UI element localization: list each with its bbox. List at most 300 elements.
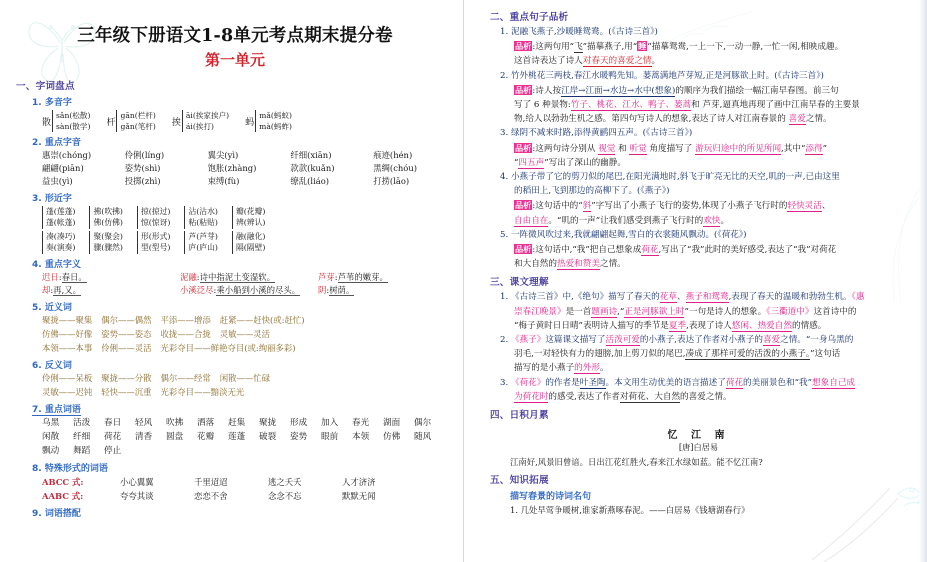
analysis-highlight: 喜爱 bbox=[788, 114, 806, 125]
synonym-pair: 平添——增添 bbox=[160, 315, 211, 326]
special-form-tag: AABC 式: bbox=[42, 491, 84, 502]
item-sentence: 泥融飞燕子,沙暖睡鸳鸯。(《古诗三首》) bbox=[510, 27, 658, 37]
keyword: 轻风 bbox=[135, 418, 153, 429]
item-sentence: 一阵微风吹过来,我就翩翩起舞,雪白的衣裳随风飘动。(《荷花》) bbox=[510, 229, 747, 240]
keyword: 纤细 bbox=[73, 432, 91, 443]
analysis-badge: 品析 bbox=[515, 41, 532, 52]
similar-char-a: 拂(吹拂) bbox=[93, 207, 123, 216]
synonym-pair: 灵敏——灵活 bbox=[219, 329, 270, 340]
analysis-text: 之情。 bbox=[599, 259, 626, 270]
comprehension-text: 是一首 bbox=[565, 306, 592, 317]
synonym-pair: 光彩夺目——鲜艳夺目(或:绚丽多彩) bbox=[160, 342, 296, 353]
polyphone-char: 杆 bbox=[106, 117, 116, 128]
quoted-char-highlight: 睡 bbox=[638, 41, 647, 52]
item-number: 2. bbox=[500, 335, 509, 346]
special-form-item: 夸夸其谈 bbox=[120, 491, 154, 502]
keyword: 停止 bbox=[104, 446, 122, 457]
special-form-item: 念念不忘 bbox=[268, 491, 302, 502]
subsection-polyphone: 1. 多音字 bbox=[32, 98, 72, 108]
subsection-special-forms: 8. 特殊形式的词语 bbox=[32, 464, 108, 475]
analysis-keyword: 欢快 bbox=[703, 215, 721, 226]
reading-a: sǎn(松散) bbox=[56, 111, 91, 120]
keyword: 洒落 bbox=[197, 418, 215, 429]
right-column bbox=[464, 0, 927, 562]
analysis-text: :这两句诗分别从 bbox=[532, 143, 599, 154]
meaning-entry: 芦芽:芦苇的嫩芽。 bbox=[318, 271, 388, 282]
keyword: 加入 bbox=[321, 418, 339, 429]
keyword: 春日 bbox=[104, 418, 122, 429]
polyphone-char: 挨 bbox=[171, 117, 181, 128]
analysis-keyword: 荷花 bbox=[641, 245, 659, 256]
analysis-highlight: 对春天的喜爱之情 bbox=[582, 56, 652, 67]
item-sentence: 竹外桃花三两枝,春江水暖鸭先知。蒌蒿满地芦芽短,正是河豚欲上时。(《古诗三首》) bbox=[510, 70, 824, 81]
analysis-item bbox=[500, 69, 915, 83]
similar-char-b: 蓬(帐蓬) bbox=[46, 218, 76, 228]
comprehension-text: 、 bbox=[676, 292, 686, 303]
analysis-item bbox=[500, 25, 915, 39]
similar-char-a: 融(融化) bbox=[235, 231, 266, 241]
pinyin-cell: 打捞(lāo) bbox=[373, 176, 410, 186]
meaning-entry: 却:再,又。 bbox=[42, 285, 81, 296]
polyphone-readings bbox=[52, 110, 90, 132]
subsection-key-meanings: 4. 重点字义 bbox=[32, 259, 81, 270]
synonym-pair: 仿佛——好像 bbox=[42, 329, 93, 340]
comprehension-keyword: 花草 bbox=[659, 292, 677, 303]
comprehension-text: ,“ bbox=[617, 306, 625, 317]
meaning-value: 再,又。 bbox=[53, 285, 81, 296]
antonym-row bbox=[42, 386, 456, 400]
pinyin-cell: 款款(kuǎn) bbox=[290, 163, 335, 173]
keyword: 仿佛 bbox=[383, 432, 401, 443]
analysis-keyword: 听觉 bbox=[629, 143, 647, 154]
similar-char-pair bbox=[137, 231, 170, 254]
subsection-antonyms: 6. 反义词 bbox=[32, 361, 72, 372]
analysis-text: 。 bbox=[720, 215, 730, 226]
analysis-text: ”描摹燕子,用“ bbox=[582, 42, 638, 53]
analysis-item bbox=[500, 170, 915, 184]
antonym-pair: 轻快——沉重 bbox=[101, 386, 152, 397]
analysis-text: 、 bbox=[821, 201, 831, 212]
pinyin-cell: 伶俐(líng) bbox=[124, 150, 165, 160]
quoted-char: 飞 bbox=[574, 42, 583, 53]
similar-char-b: 佛(仿佛) bbox=[93, 218, 123, 228]
analysis-text: ,其中“ bbox=[781, 143, 806, 154]
special-form-tag: ABCC 式: bbox=[42, 477, 84, 488]
polyphone-entry bbox=[106, 110, 155, 132]
analysis-keyword: 游玩归途中的所见所闻 bbox=[695, 143, 782, 154]
analysis-body bbox=[514, 112, 915, 126]
pinyin-cell: 缭乱(liáo) bbox=[290, 176, 330, 186]
analysis-text: 和 bbox=[615, 143, 630, 154]
section-heading-4: 四、日积月累 bbox=[490, 410, 549, 422]
meaning-key: 却 bbox=[42, 285, 51, 296]
pinyin-row bbox=[42, 149, 456, 162]
analysis-item-cont: 的稻田上,飞到那边的高柳下了。(《燕子》) bbox=[514, 186, 670, 197]
polyphone-char: 蚂 bbox=[245, 117, 255, 128]
comprehension-text: 的美丽景色和“我” bbox=[743, 377, 812, 388]
comprehension-text: 。 bbox=[599, 363, 609, 374]
item-sentence: 绿阴不减来时路,添得黄鹂四五声。(《古诗三首》) bbox=[510, 128, 693, 139]
similar-char-row bbox=[42, 206, 456, 229]
comprehension-author: 叶圣陶 bbox=[579, 377, 606, 388]
keyword-row bbox=[42, 416, 456, 430]
comprehension-text: 的作者是 bbox=[545, 377, 580, 388]
comprehension-title: 《燕子》 bbox=[510, 335, 546, 346]
meaning-value: 芦苇的嫩芽。 bbox=[337, 271, 388, 282]
analysis-keyword: 斜 bbox=[582, 201, 592, 212]
antonym-pair: 闲散——忙碌 bbox=[219, 373, 270, 384]
page-title: 三年级下册语文1-8单元考点期末提分卷 bbox=[77, 26, 393, 46]
pinyin-cell: 饱胀(zhàng) bbox=[207, 163, 257, 173]
meaning-key: 泥融 bbox=[180, 271, 197, 282]
reading-a: mǎ(蚂蚁) bbox=[259, 111, 293, 120]
poem-title: 忆 江 南 bbox=[667, 430, 730, 442]
keyword: 活泼 bbox=[73, 418, 91, 429]
similar-char-pair bbox=[89, 206, 122, 229]
analysis-item bbox=[500, 228, 915, 242]
keyword: 荷花 bbox=[104, 432, 122, 443]
comprehension-text: 《古诗三首》中,《绝句》描写了春天的 bbox=[510, 292, 660, 303]
comprehension-keyword: 为荷花时 bbox=[514, 391, 549, 402]
comprehension-quote: 凑成了那样可爱的活泼的小燕子。 bbox=[685, 349, 811, 360]
page-edge-shadow bbox=[919, 0, 927, 562]
antonym-pair: 偶尔——经常 bbox=[160, 373, 211, 384]
comprehension-text: 这篇课文描写了 bbox=[545, 335, 606, 346]
analysis-keyword: 视觉 bbox=[598, 143, 616, 154]
subsection-keywords bbox=[32, 402, 456, 415]
synonym-pair: 偶尔——偶然 bbox=[101, 315, 152, 326]
keyword: 飘动 bbox=[42, 446, 60, 457]
keyword: 湖面 bbox=[383, 418, 401, 429]
comprehension-keyword: 活泼可爱 bbox=[605, 335, 640, 346]
similar-char-row bbox=[42, 231, 456, 254]
analysis-text: ,写出了“我”此时的美好感受,表达了“我”对荷花 bbox=[658, 245, 837, 256]
antonym-pair: 灵敏——迟钝 bbox=[42, 386, 93, 397]
subsection-collocations: 9. 词语搭配 bbox=[32, 509, 81, 520]
meaning-key: 迟日 bbox=[42, 271, 59, 282]
keyword: 闲散 bbox=[42, 432, 60, 443]
meaning-key: 小溪泛尽 bbox=[180, 285, 214, 296]
analysis-text: 之情。 bbox=[805, 114, 832, 125]
meaning-entry: 迟日:春日。 bbox=[42, 271, 87, 282]
section-heading-1: 一、字词盘点 bbox=[16, 81, 75, 92]
comprehension-text: ,表现了诗人 bbox=[686, 320, 732, 331]
analysis-keyword: 热爱和赞美 bbox=[556, 259, 600, 270]
analysis-path: 江岸→江面→水边→水中(想象) bbox=[561, 85, 676, 96]
polyphone-group bbox=[42, 110, 456, 132]
extension-subtitle: 描写春景的诗词名句 bbox=[510, 492, 592, 503]
pinyin-cell: 姿势(shì) bbox=[124, 163, 161, 173]
comprehension-text: 的小燕子,表达了作者对小燕子的 bbox=[639, 335, 763, 346]
synonym-pair: 伶俐——灵活 bbox=[101, 342, 152, 353]
analysis-body bbox=[514, 141, 915, 156]
analysis-body bbox=[514, 54, 915, 68]
analysis-text: :这两句用“ bbox=[532, 42, 575, 53]
synonym-pair: 姿势——姿态 bbox=[101, 329, 152, 340]
item-number: 2. bbox=[500, 70, 509, 81]
meaning-value: 树荫。 bbox=[329, 285, 355, 296]
pinyin-cell: 痕迹(hén) bbox=[373, 150, 413, 160]
synonym-row bbox=[42, 328, 456, 342]
analysis-text: :这句话中,“我”把自己想象成 bbox=[532, 245, 642, 256]
analysis-keyword: 四五声 bbox=[518, 157, 545, 168]
meaning-key: 芦芽 bbox=[318, 271, 335, 282]
similar-char-b: 隔(隔壁) bbox=[235, 243, 266, 253]
analysis-badge: 品析 bbox=[515, 244, 532, 255]
comprehension-text: 之情。“一身乌黑的 bbox=[780, 335, 854, 346]
comprehension-body bbox=[514, 305, 915, 319]
comprehension-keyword: 悠闲、热爱自然 bbox=[731, 320, 792, 331]
comprehension-body bbox=[514, 319, 915, 333]
comprehension-body bbox=[514, 390, 915, 404]
comprehension-keyword: 荷花 bbox=[725, 377, 744, 388]
item-sentence: 小燕子带了它的剪刀似的尾巴,在阳光满地时,斜飞于旷亮无比的天空,叽的一声,已由这里 bbox=[510, 172, 840, 183]
keyword: 姿势 bbox=[290, 432, 308, 443]
analysis-text: 。“叽的一声”让我们感受到燕子飞行时的 bbox=[548, 215, 704, 226]
analysis-body bbox=[514, 198, 915, 213]
comprehension-keyword: 题画诗 bbox=[591, 306, 618, 317]
analysis-text: 。 bbox=[651, 56, 661, 67]
keyword: 舞蹈 bbox=[73, 446, 91, 457]
similar-char-a: 形(形式) bbox=[140, 231, 171, 241]
meaning-row bbox=[42, 284, 456, 297]
antonym-pair: 伶俐——呆板 bbox=[42, 373, 93, 384]
analysis-text: ” bbox=[822, 143, 827, 154]
item-number: 5. bbox=[500, 229, 509, 240]
item-number: 1. bbox=[500, 292, 509, 303]
similar-char-pair bbox=[137, 206, 170, 229]
special-form-row bbox=[42, 475, 456, 489]
reading-b: gǎn(笔杆) bbox=[120, 122, 156, 131]
similar-char-b: 辨(辨认) bbox=[235, 218, 266, 228]
comprehension-text: 的感受,表达了作者 bbox=[548, 391, 620, 402]
similar-char-a: 凑(凑巧) bbox=[46, 231, 76, 241]
analysis-badge: 品析 bbox=[515, 200, 532, 211]
comprehension-keyword: 夏季 bbox=[668, 320, 687, 331]
analysis-text: ”写出了深山的幽静。 bbox=[544, 157, 626, 168]
special-form-item: 逃之夭夭 bbox=[268, 477, 302, 488]
special-form-item: 人才济济 bbox=[342, 477, 376, 488]
comprehension-title: 《三衢道中》 bbox=[766, 306, 814, 317]
comprehension-title: 《惠 bbox=[851, 292, 865, 303]
extension-item: 1. 几处早莺争暖树,谁家新燕啄春泥。——白居易《钱塘湖春行》 bbox=[510, 505, 750, 516]
keyword: 莲蓬 bbox=[228, 432, 246, 443]
analysis-text: ”描摹鸳鸯,一上一下,一动一静,一忙一闲,相映成趣。 bbox=[647, 42, 844, 53]
similar-char-pair bbox=[232, 206, 265, 229]
similar-char-pair bbox=[184, 231, 217, 254]
comprehension-text: ”这句话 bbox=[810, 349, 841, 360]
synonym-row bbox=[42, 314, 456, 328]
synonym-pair: 聚拢——聚集 bbox=[42, 315, 93, 326]
similar-char-b: 骤(骤然) bbox=[93, 243, 123, 253]
keyword-row bbox=[42, 444, 456, 458]
pinyin-cell: 益虫(yì) bbox=[42, 176, 73, 186]
subsection-key-pronunciation: 2. 重点字音 bbox=[32, 138, 81, 148]
comprehension-body bbox=[514, 361, 915, 375]
antonym-pair: 光彩夺目——黯淡无光 bbox=[160, 386, 245, 397]
pinyin-cell: 黑绸(chóu) bbox=[373, 163, 417, 173]
similar-char-a: 沾(沾水) bbox=[188, 207, 218, 216]
analysis-text: 物,给人以勃勃生机之感。第四句写诗人的想象,表达了诗人对江南春景的 bbox=[514, 114, 789, 125]
analysis-body bbox=[514, 39, 915, 54]
polyphone-entry bbox=[245, 110, 292, 132]
analysis-body bbox=[514, 98, 915, 112]
analysis-body bbox=[514, 242, 915, 257]
similar-char-b: 庐(庐山) bbox=[188, 243, 218, 253]
pinyin-cell: 投掷(zhì) bbox=[124, 176, 161, 186]
keyword: 本领 bbox=[352, 432, 370, 443]
section-heading-2: 二、重点句子品析 bbox=[490, 12, 569, 23]
comprehension-item bbox=[500, 376, 915, 390]
analysis-body bbox=[514, 83, 915, 98]
similar-char-b: 型(型号) bbox=[140, 243, 171, 253]
keyword: 随风 bbox=[414, 432, 432, 443]
keyword: 形成 bbox=[290, 418, 308, 429]
item-number: 3. bbox=[500, 377, 509, 388]
comprehension-keyword: 的外形 bbox=[574, 363, 600, 374]
comprehension-item bbox=[500, 290, 915, 304]
section-heading-5: 五、知识拓展 bbox=[490, 475, 549, 487]
polyphone-entry bbox=[172, 110, 229, 132]
section-heading-3: 三、课文理解 bbox=[490, 277, 549, 289]
analysis-item bbox=[500, 126, 915, 140]
meaning-value: 诗中指泥土变湿软。 bbox=[199, 271, 275, 282]
analysis-body bbox=[514, 214, 915, 228]
meaning-value: 乘小船到小溪的尽头。 bbox=[216, 285, 301, 296]
analysis-text: :这句话中的“ bbox=[532, 201, 583, 212]
pinyin-row bbox=[42, 175, 456, 188]
comprehension-keyword: 燕子和鸳鸯 bbox=[685, 292, 729, 303]
subsection-similar-chars: 3. 形近字 bbox=[32, 194, 72, 204]
antonym-pair: 聚拢——分散 bbox=[101, 373, 152, 384]
antonym-row bbox=[42, 372, 456, 386]
similar-char-a: 聚(聚会) bbox=[93, 231, 123, 241]
special-form-item: 默默无闻 bbox=[342, 491, 376, 502]
item-number: 4. bbox=[500, 172, 509, 183]
analysis-keyword: 自由自在 bbox=[514, 215, 549, 226]
special-form-item: 千里迢迢 bbox=[194, 477, 228, 488]
subsection-synonyms: 5. 近义词 bbox=[32, 303, 72, 314]
comprehension-body bbox=[514, 347, 915, 361]
keyword: 春光 bbox=[352, 418, 370, 429]
comprehension-text: 这首诗中的 bbox=[813, 306, 857, 317]
analysis-text: 的顺序为我们描绘一幅江南早春图。前三句 bbox=[675, 85, 839, 96]
analysis-text: 角度描写了 bbox=[646, 143, 696, 154]
polyphone-char: 散 bbox=[42, 117, 52, 128]
comprehension-text: 的情感。 bbox=[791, 320, 827, 331]
keyword: 破裂 bbox=[259, 432, 277, 443]
special-form-row bbox=[42, 489, 456, 503]
polyphone-entry bbox=[42, 110, 90, 132]
analysis-text: 写了 6 种景物: bbox=[514, 100, 571, 111]
similar-char-pair bbox=[42, 206, 75, 229]
special-form-item: 小心翼翼 bbox=[120, 477, 154, 488]
comprehension-keyword: 对荷花、大自然 bbox=[619, 391, 681, 402]
reading-b: mà(蚂蚱) bbox=[259, 122, 293, 131]
synonym-row bbox=[42, 342, 456, 356]
analysis-badge: 品析 bbox=[515, 142, 532, 153]
analysis-text: 和 芦芽,逼真地再现了画中江南早春的主要景 bbox=[691, 100, 860, 111]
keyword: 花瓣 bbox=[197, 432, 215, 443]
analysis-badge: 品析 bbox=[515, 84, 532, 95]
comprehension-keyword: 喜爱 bbox=[762, 335, 781, 346]
comprehension-text: 羽毛,一对轻快有力的翅膀,加上剪刀似的尾巴, bbox=[514, 349, 686, 360]
keyword: 赶集 bbox=[228, 418, 246, 429]
similar-char-a: 瓣(花瓣) bbox=[235, 207, 266, 216]
reading-b: ái(挨打) bbox=[185, 122, 214, 131]
comprehension-keyword: 正是河豚欲上时 bbox=[624, 306, 685, 317]
polyphone-readings bbox=[182, 110, 229, 132]
keyword: 乌黑 bbox=[42, 418, 60, 429]
meaning-entry: 阴:树荫。 bbox=[318, 285, 355, 296]
pinyin-row bbox=[42, 162, 456, 175]
meaning-value: 春日。 bbox=[61, 271, 87, 282]
keyword: 眼前 bbox=[321, 432, 339, 443]
comprehension-text: 。本文用生动优美的语言描述了 bbox=[605, 377, 726, 388]
analysis-body bbox=[514, 257, 915, 271]
similar-char-pair bbox=[89, 231, 122, 254]
similar-char-pair bbox=[42, 231, 75, 254]
keyword: 偶尔 bbox=[414, 418, 432, 429]
pinyin-cell: 纤细(xiān) bbox=[290, 150, 332, 160]
analysis-text: :诗人按 bbox=[532, 85, 562, 96]
special-form-item: 恋恋不舍 bbox=[194, 491, 228, 502]
analysis-text: 和大自然的 bbox=[514, 259, 557, 270]
comprehension-text: ,表现了春天的温暖和勃勃生机。 bbox=[728, 292, 852, 303]
keyword: 聚拢 bbox=[259, 418, 277, 429]
keyword: 圆盘 bbox=[166, 432, 184, 443]
comprehension-title: 《荷花》 bbox=[510, 377, 546, 388]
synonym-pair: 本领——本事 bbox=[42, 342, 93, 353]
reading-b: sàn(散学) bbox=[56, 122, 91, 131]
subsection-keywords-label: 7. 重点词语 bbox=[32, 405, 81, 416]
similar-char-a: 蓬(莲蓬) bbox=[46, 207, 76, 216]
similar-char-a: 掠(掠过) bbox=[140, 207, 171, 216]
pinyin-cell: 翼尖(yì) bbox=[207, 150, 239, 160]
meaning-entry: 小溪泛尽:乘小船到小溪的尽头。 bbox=[180, 285, 301, 296]
analysis-keyword: 轻快灵活 bbox=[787, 201, 822, 212]
poem-author: [唐]白居易 bbox=[678, 442, 719, 453]
reading-a: āi(挨家挨户) bbox=[185, 111, 230, 120]
item-number: 3. bbox=[500, 128, 509, 139]
poem-body: 江南好,风景旧曾谙。日出江花红胜火,春来江水绿如蓝。能不忆江南? bbox=[510, 457, 763, 468]
analysis-text: ”字写出了小燕子飞行的姿势,体现了小燕子飞行时的 bbox=[591, 201, 788, 212]
analysis-keyword: 添得 bbox=[805, 143, 823, 154]
comprehension-item bbox=[500, 333, 915, 347]
reading-a: gān(栏杆) bbox=[120, 111, 156, 120]
keyword-row bbox=[42, 430, 456, 444]
similar-char-a: 芦(芦芽) bbox=[188, 231, 218, 241]
page-subtitle: 第一单元 bbox=[204, 51, 265, 69]
keyword: 吹拂 bbox=[166, 418, 184, 429]
analysis-objects: 竹子、桃花、江水、鸭子、蒌蒿 bbox=[570, 100, 692, 111]
comprehension-text: 描写的是小燕子 bbox=[514, 363, 575, 374]
pinyin-cell: 惠崇(chóng) bbox=[42, 150, 92, 160]
analysis-body bbox=[514, 156, 915, 170]
meaning-key: 阴 bbox=[318, 285, 327, 296]
similar-char-b: 惊(惊讶) bbox=[140, 218, 171, 228]
comprehension-text: 的喜爱之情。 bbox=[680, 391, 732, 402]
similar-char-b: 粘(粘贴) bbox=[188, 218, 218, 228]
comprehension-title: 崇春江晚景》 bbox=[514, 306, 566, 317]
comprehension-text: ”一句是诗人的想象。 bbox=[684, 306, 767, 317]
polyphone-readings bbox=[116, 110, 155, 132]
synonym-pair: 收拢——合拢 bbox=[160, 329, 211, 340]
pinyin-cell: 束缚(fù) bbox=[207, 176, 240, 186]
polyphone-readings bbox=[255, 110, 292, 132]
similar-char-pair bbox=[232, 231, 265, 254]
item-number: 1. bbox=[500, 27, 509, 37]
